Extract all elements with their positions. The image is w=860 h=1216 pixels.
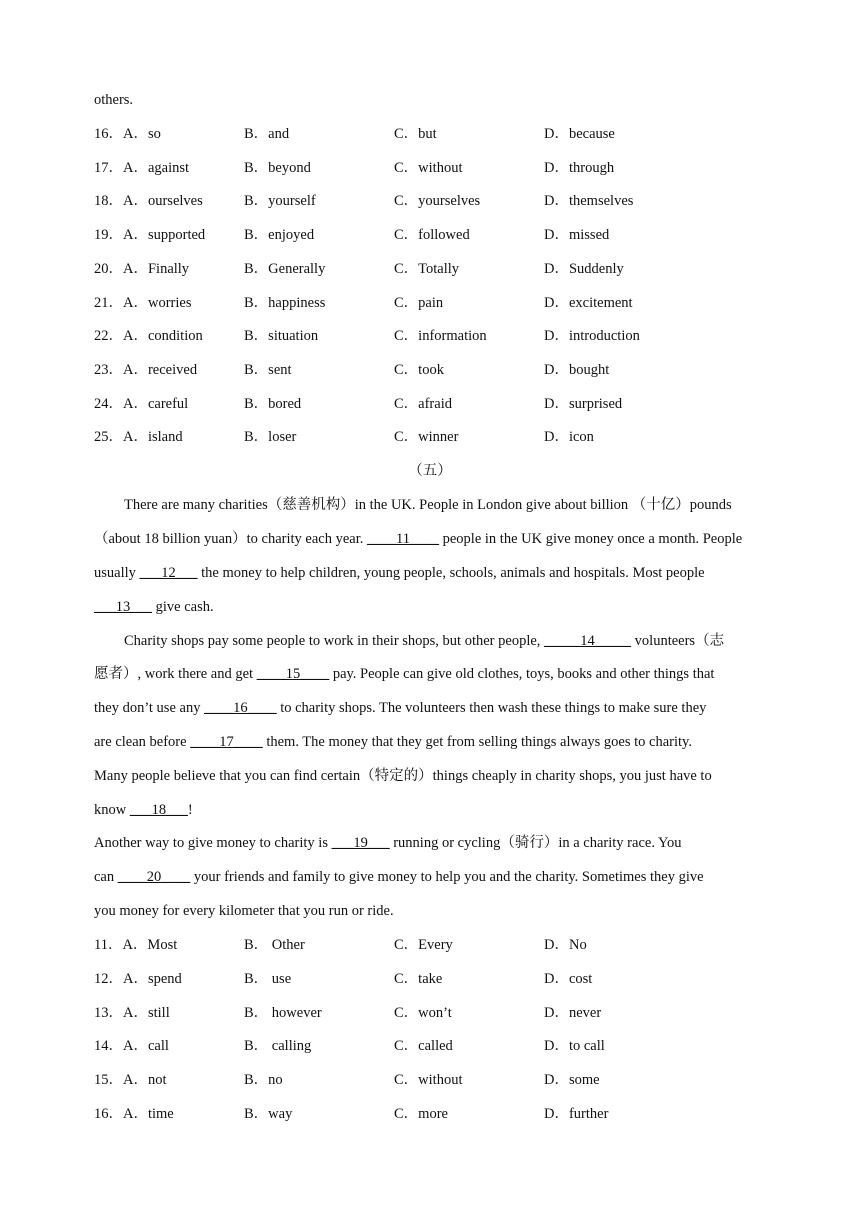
question-row: [0, 124, 860, 144]
option-b: B．situation: [244, 328, 319, 345]
option-c: C．without: [394, 1072, 463, 1089]
option-c: C．followed: [394, 227, 470, 244]
passage-line: can ____20____ your friends and family to give money to help you and the charity. Sometimes they give: [94, 869, 704, 885]
question-row: [0, 1104, 860, 1124]
question-row: [0, 394, 860, 414]
option-a: 19．A．supported: [94, 227, 206, 244]
blank-12: ___12___: [139, 565, 198, 581]
option-b: B．and: [244, 126, 290, 142]
option-c: C．pain: [394, 294, 444, 311]
passage-line: Charity shops pay some people to work in their shops, but other people, _____14_____ volunteers（志: [124, 633, 725, 649]
passage-line: know ___18___!: [94, 802, 193, 818]
option-a: 12．A．spend: [94, 970, 182, 987]
option-a: 13．A．still: [94, 1004, 170, 1021]
option-d: D．cost: [544, 970, 593, 987]
option-d: D．further: [544, 1106, 609, 1122]
option-c: C．Totally: [394, 260, 460, 277]
question-row: [0, 360, 860, 380]
option-c: C．took: [394, 361, 444, 378]
option-b: B．happiness: [244, 294, 326, 311]
passage-line: （about 18 billion yuan）to charity each year. ____11____ people in the UK give money once a month. People: [94, 531, 743, 547]
option-c: C．without: [394, 159, 463, 176]
option-a: 16．A．time: [94, 1106, 174, 1122]
passage-line: usually ___12___ the money to help children, young people, schools, animals and hospitals. Most people: [94, 565, 705, 581]
blank-16: ____16____: [204, 700, 277, 716]
option-a: 16．A．so: [94, 126, 161, 142]
option-d: D．themselves: [544, 193, 634, 210]
question-row: [0, 293, 860, 313]
option-d: D．Suddenly: [544, 260, 624, 277]
option-b: B． use: [244, 970, 292, 987]
option-d: D．through: [544, 159, 615, 176]
option-c: C．but: [394, 126, 437, 142]
option-d: D．surprised: [544, 395, 623, 412]
option-d: D．missed: [544, 227, 610, 244]
option-a: 25．A．island: [94, 429, 183, 446]
option-c: C．Every: [394, 937, 453, 953]
option-d: D．some: [544, 1072, 600, 1089]
option-a: 18．A．ourselves: [94, 193, 203, 210]
option-d: D．never: [544, 1004, 602, 1021]
option-a: 20．A．Finally: [94, 260, 190, 277]
option-b: B． Other: [244, 937, 305, 953]
passage-line: Many people believe that you can find certain（特定的）things cheaply in charity shops, you just have to: [94, 768, 712, 784]
passage-line: ___13___ give cash.: [94, 599, 214, 615]
question-row: [0, 935, 860, 955]
blank-11: ____11____: [367, 531, 439, 547]
passage-line: There are many charities（慈善机构）in the UK. People in London give about billion （十亿）pounds: [124, 497, 732, 513]
option-c: C．yourselves: [394, 193, 481, 210]
question-row: [0, 191, 860, 211]
question-row: [0, 1036, 860, 1056]
option-c: C．winner: [394, 429, 459, 446]
blank-20: ____20____: [117, 869, 191, 885]
question-row: [0, 427, 860, 447]
option-d: D．No: [544, 937, 587, 953]
option-b: B．beyond: [244, 159, 311, 176]
option-c: C．won’t: [394, 1004, 452, 1021]
question-row: [0, 969, 860, 989]
question-row: [0, 1070, 860, 1090]
question-row: [0, 259, 860, 279]
passage-line: they don’t use any ____16____ to charity shops. The volunteers then wash these things to make sure they: [94, 700, 707, 716]
question-row: [0, 225, 860, 245]
passage-line: Another way to give money to charity is ___19___ running or cycling（骑行）in a charity race. You: [94, 835, 682, 851]
intro-tail-text: others.: [94, 92, 134, 108]
option-a: 11．A．Most: [94, 937, 178, 953]
option-c: C．afraid: [394, 395, 452, 412]
option-a: 14．A．call: [94, 1038, 169, 1055]
option-c: C．information: [394, 328, 487, 345]
option-b: B． however: [244, 1004, 322, 1021]
passage-line: 愿者）, work there and get ____15____ pay. People can give old clothes, toys, books and other things that: [94, 666, 715, 682]
option-b: B．sent: [244, 361, 292, 378]
blank-19: ___19___: [331, 835, 390, 851]
question-row: [0, 158, 860, 178]
question-row: [0, 1003, 860, 1023]
section-title: （五）: [408, 463, 452, 479]
option-a: 21．A．worries: [94, 294, 192, 311]
option-b: B．bored: [244, 395, 302, 412]
option-b: B．yourself: [244, 193, 316, 210]
option-d: D．because: [544, 126, 615, 142]
option-a: 17．A．against: [94, 159, 190, 176]
option-a: 23．A．received: [94, 361, 198, 378]
option-d: D．bought: [544, 361, 610, 378]
blank-14: _____14_____: [544, 633, 632, 649]
option-c: C．take: [394, 970, 443, 987]
blank-18: ___18___: [129, 802, 188, 818]
question-row: [0, 326, 860, 346]
option-b: B．no: [244, 1072, 283, 1089]
option-d: D．icon: [544, 429, 594, 446]
option-b: B．way: [244, 1106, 293, 1122]
blank-17: ____17____: [190, 734, 263, 750]
option-b: B．Generally: [244, 260, 326, 277]
option-d: D．excitement: [544, 294, 633, 311]
option-b: B．enjoyed: [244, 227, 315, 244]
option-c: C．more: [394, 1106, 448, 1122]
option-d: D．to call: [544, 1038, 605, 1055]
option-b: B．loser: [244, 429, 297, 446]
option-d: D．introduction: [544, 328, 640, 345]
passage-line: you money for every kilometer that you run or ride.: [94, 903, 394, 919]
option-c: C．called: [394, 1038, 453, 1055]
blank-15: ____15____: [256, 666, 330, 682]
option-b: B． calling: [244, 1038, 312, 1055]
option-a: 22．A．condition: [94, 328, 203, 345]
passage-line: are clean before ____17____ them. The money that they get from selling things always goes to charity.: [94, 734, 692, 750]
option-a: 15．A．not: [94, 1072, 167, 1089]
blank-13: ___13___: [94, 599, 152, 615]
option-a: 24．A．careful: [94, 395, 189, 412]
